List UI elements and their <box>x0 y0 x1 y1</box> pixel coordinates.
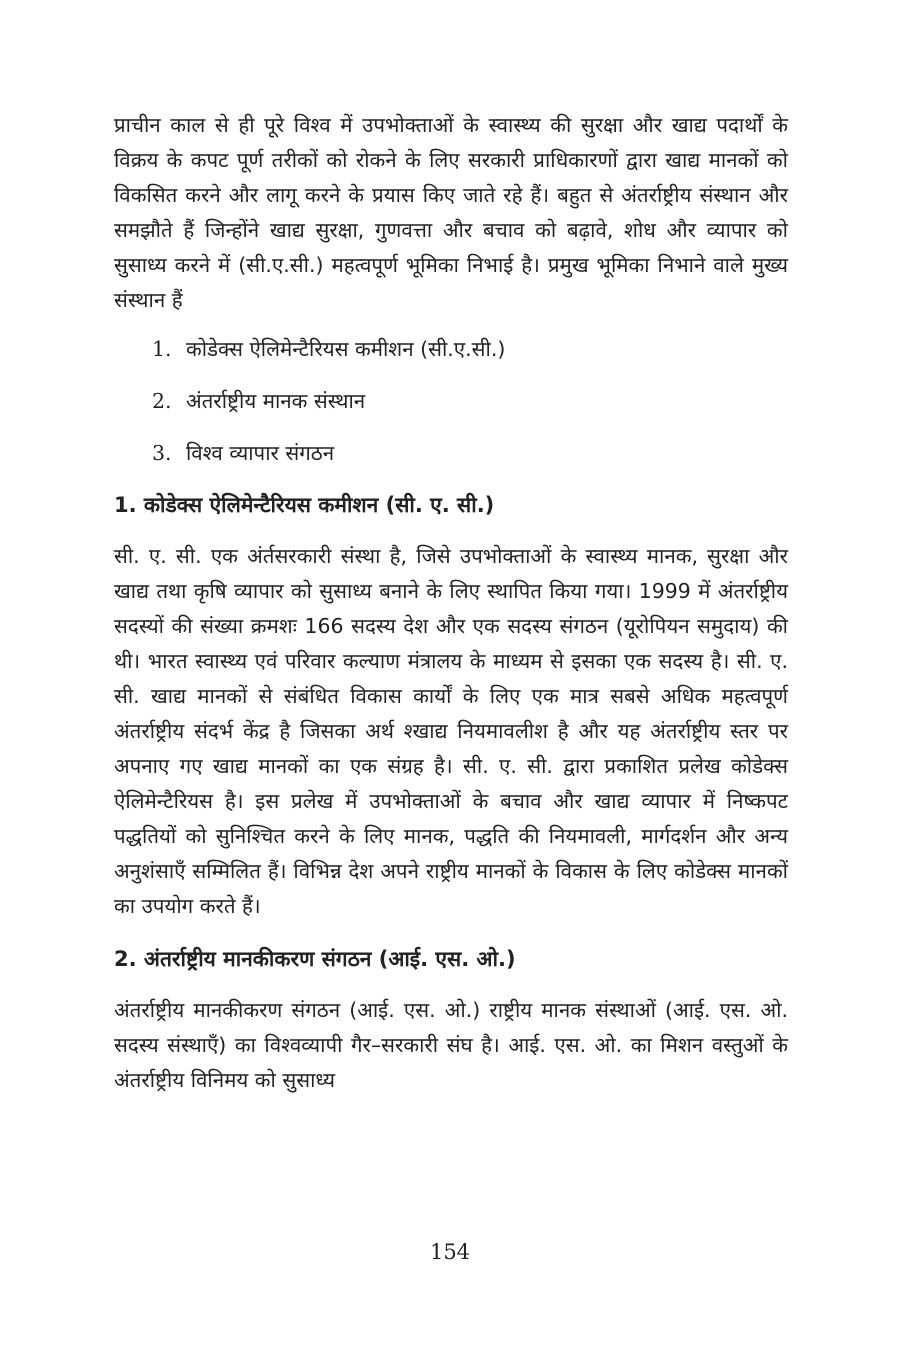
section-heading-codex: 1. कोडेक्स ऐलिमेन्टैरियस कमीशन (सी. ए. सी.) <box>114 493 495 517</box>
list-item <box>152 384 788 419</box>
list-item <box>152 332 788 367</box>
intro-paragraph: प्राचीन काल से ही पूरे विश्व में उपभोक्ताओं के स्वास्थ्य की सुरक्षा और खाद्य पदार्थों के विक्रय के कपट पूर्ण तरीकों को रोकने के लिए सरकारी प्राधिकारणों द्वारा खाद्य मानकों को विकसित करने और लागू करने के प्रयास किए जाते रहे हैं। बहुत से अंतर्राष्ट्रीय संस्थान और समझौते हैं जिन्होंने खाद्य सुरक्षा, गुणवत्ता और बचाव को बढ़ावे, शोध और व्यापार को सुसाध्य करने में (सी.ए.सी.) महत्वपूर्ण भूमिका निभाई है। प्रमुख भूमिका निभाने वाले मुख्य संस्थान हैं <box>114 113 788 312</box>
list-item-number: 3. <box>152 441 172 465</box>
document-page <box>114 108 788 1098</box>
section-heading-iso: 2. अंतर्राष्ट्रीय मानकीकरण संगठन (आई. एस. ओ.) <box>114 947 516 971</box>
list-item-text: अंतर्राष्ट्रीय मानक संस्थान <box>186 389 366 413</box>
institution-list <box>114 332 788 471</box>
list-item-number: 2. <box>152 389 172 413</box>
section-body-codex: सी. ए. सी. एक अंर्तसरकारी संस्था है, जिसे उपभोक्ताओं के स्वास्थ्य मानक, सुरक्षा और खाद्य तथा कृषि व्यापार को सुसाध्य बनाने के लिए स्थापित किया गया। 1999 में अंतर्राष्ट्रीय सदस्यों की संख्या क्रमशः 166 सदस्य देश और एक सदस्य संगठन (यूरोपियन समुदाय) की थी। भारत स्वास्थ्य एवं परिवार कल्याण मंत्रालय के माध्यम से इसका एक सदस्य है। सी. ए. सी. खाद्य मानकों से संबंधित विकास कार्यों के लिए एक मात्र सबसे अधिक महत्वपूर्ण अंतर्राष्ट्रीय संदर्भ केंद्र है जिसका अर्थ श्खाद्य नियमावलीश है और यह अंतर्राष्ट्रीय स्तर पर अपनाए गए खाद्य मानकों का एक संग्रह है। सी. ए. सी. द्वारा प्रकाशित प्रलेख कोडेक्स ऐलिमेन्टैरियस है। इस प्रलेख में उपभोक्ताओं के बचाव और खाद्य व्यापार में निष्कपट पद्धतियों को सुनिश्चित करने के लिए मानक, पद्धति की नियमावली, मार्गदर्शन और अन्य अनुशंसाएँ सम्मिलित हैं। विभिन्न देश अपने राष्ट्रीय मानकों के विकास के लिए कोडेक्स मानकों का उपयोग करते हैं। <box>114 544 788 918</box>
list-item <box>152 436 788 471</box>
list-item-text: कोडेक्स ऐलिमेन्टैरियस कमीशन (सी.ए.सी.) <box>186 337 506 361</box>
list-item-number: 1. <box>152 337 172 361</box>
section-body-iso: अंतर्राष्ट्रीय मानकीकरण संगठन (आई. एस. ओ.) राष्ट्रीय मानक संस्थाओं (आई. एस. ओ. सदस्य संस्थाएँ) का विश्वव्यापी गैर–सरकारी संघ है। आई. एस. ओ. का मिशन वस्तुओं के अंतर्राष्ट्रीय विनिमय को सुसाध्य <box>114 998 788 1092</box>
page-number: 154 <box>429 1240 471 1264</box>
list-item-text: विश्व व्यापार संगठन <box>186 441 335 465</box>
